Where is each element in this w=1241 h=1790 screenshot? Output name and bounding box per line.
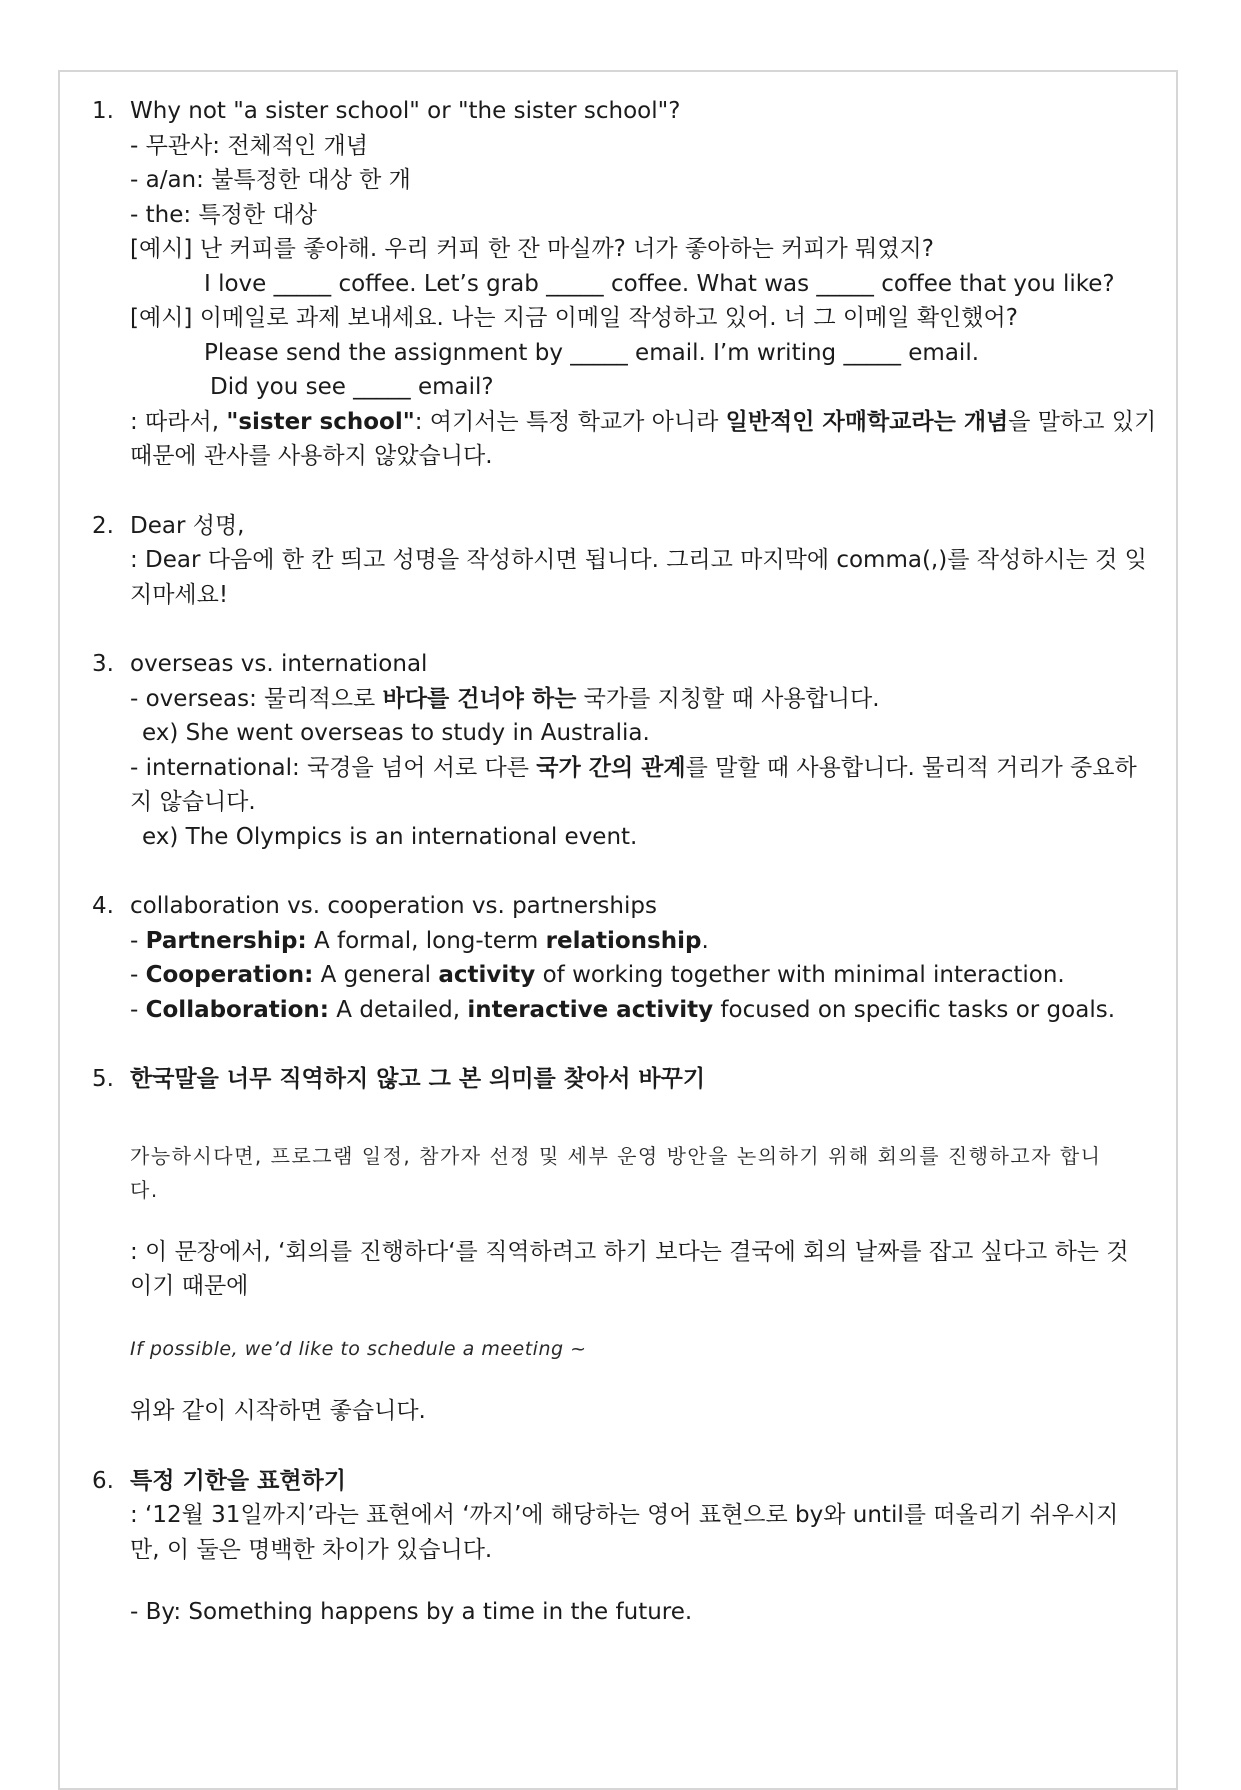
item-title: Dear 성명, [130, 512, 245, 539]
item-body-line-1: : Dear 다음에 한 칸 띄고 성명을 작성하시면 됩니다. 그리고 마지막에 comma(,)를 작성하시는 것 잊 [130, 547, 1147, 573]
item-number: 4. [92, 893, 114, 919]
overseas-definition: - overseas: 물리적으로 바다를 건너야 하는 국가를 지칭할 때 사용합니다. [130, 685, 880, 712]
item-number: 2. [92, 512, 114, 539]
item-number: 1. [92, 98, 114, 124]
list-item-1 [92, 94, 1157, 474]
item-title: overseas vs. international [130, 651, 428, 677]
list-item-5 [92, 1062, 1152, 1429]
point-no-article: - 무관사: 전체적인 개념 [130, 132, 368, 159]
item-number: 5. [92, 1066, 114, 1092]
item-body-line-2: 지마세요! [130, 581, 229, 608]
explanation-line-2: 이기 때문에 [130, 1273, 249, 1299]
item-title: 한국말을 너무 직역하지 않고 그 본 의미를 찾아서 바꾸기 [130, 1066, 706, 1092]
list-item-2 [92, 509, 1152, 613]
item-body-line-1: : ‘12월 31일까지’라는 표현에서 ‘까지’에 해당하는 영어 표현으로 by와 until를 떠올리기 쉬우시지 [130, 1502, 1119, 1528]
example-1-korean: [예시] 난 커피를 좋아해. 우리 커피 한 잔 마실까? 너가 좋아하는 커피가 뭐였지? [130, 236, 934, 262]
item-body-line-2: 만, 이 둘은 명백한 차이가 있습니다. [130, 1536, 493, 1563]
conclusion-line-1: : 따라서, "sister school": 여기서는 특정 학교가 아니라 일반적인 자매학교라는 개념을 말하고 있기 [130, 408, 1157, 435]
quoted-korean-line-1: 가능하시다면, 프로그램 일정, 참가자 선정 및 세부 운영 방안을 논의하기 위해 회의를 진행하고자 합니 [130, 1143, 1102, 1168]
partnership-definition: - Partnership: A formal, long-term relationship. [130, 927, 709, 954]
by-definition: - By: Something happens by a time in the future. [130, 1599, 693, 1625]
english-suggestion: If possible, we’d like to schedule a meeting ~ [130, 1337, 587, 1360]
example-2-korean: [예시] 이메일로 과제 보내세요. 나는 지금 이메일 작성하고 있어. 너 그 이메일 확인했어? [130, 305, 1018, 331]
example-2-english-1: Please send the assignment by _____ email. I’m writing _____ email. [204, 339, 980, 366]
item-number: 3. [92, 651, 114, 677]
collaboration-definition: - Collaboration: A detailed, interactive activity focused on specific tasks or goals. [130, 996, 1116, 1023]
list-item-6 [92, 1464, 1152, 1630]
document-body [92, 94, 1157, 1630]
explanation-line-1: : 이 문장에서, ‘회의를 진행하다‘를 직역하려고 하기 보다는 결국에 회의 날짜를 잡고 싶다고 하는 것 [130, 1238, 1129, 1265]
item-title: 특정 기한을 표현하기 [130, 1467, 346, 1494]
international-definition-cont: 지 않습니다. [130, 789, 256, 815]
point-the: - the: 특정한 대상 [130, 201, 317, 228]
conclusion-line-2: 때문에 관사를 사용하지 않았습니다. [130, 443, 493, 469]
international-example: ex) The Olympics is an international event. [142, 823, 638, 850]
point-a-an: - a/an: 불특정한 대상 한 개 [130, 167, 411, 193]
item-title: Why not "a sister school" or "the sister school"? [130, 98, 681, 124]
example-2-english-2: Did you see _____ email? [210, 374, 494, 400]
overseas-example: ex) She went overseas to study in Australia. [142, 720, 650, 746]
list-item-4 [92, 889, 1152, 1027]
item-number: 6. [92, 1467, 114, 1494]
list-item-3 [92, 647, 1152, 854]
closing-note: 위와 같이 시작하면 좋습니다. [130, 1398, 426, 1424]
quoted-korean-line-2: 다. [130, 1177, 159, 1202]
item-title: collaboration vs. cooperation vs. partnerships [130, 893, 657, 919]
example-1-english: I love _____ coffee. Let’s grab _____ coffee. What was _____ coffee that you like? [204, 270, 1115, 297]
international-definition: - international: 국경을 넘어 서로 다른 국가 간의 관계를 말할 때 사용합니다. 물리적 거리가 중요하 [130, 754, 1137, 781]
cooperation-definition: - Cooperation: A general activity of working together with minimal interaction. [130, 962, 1065, 988]
